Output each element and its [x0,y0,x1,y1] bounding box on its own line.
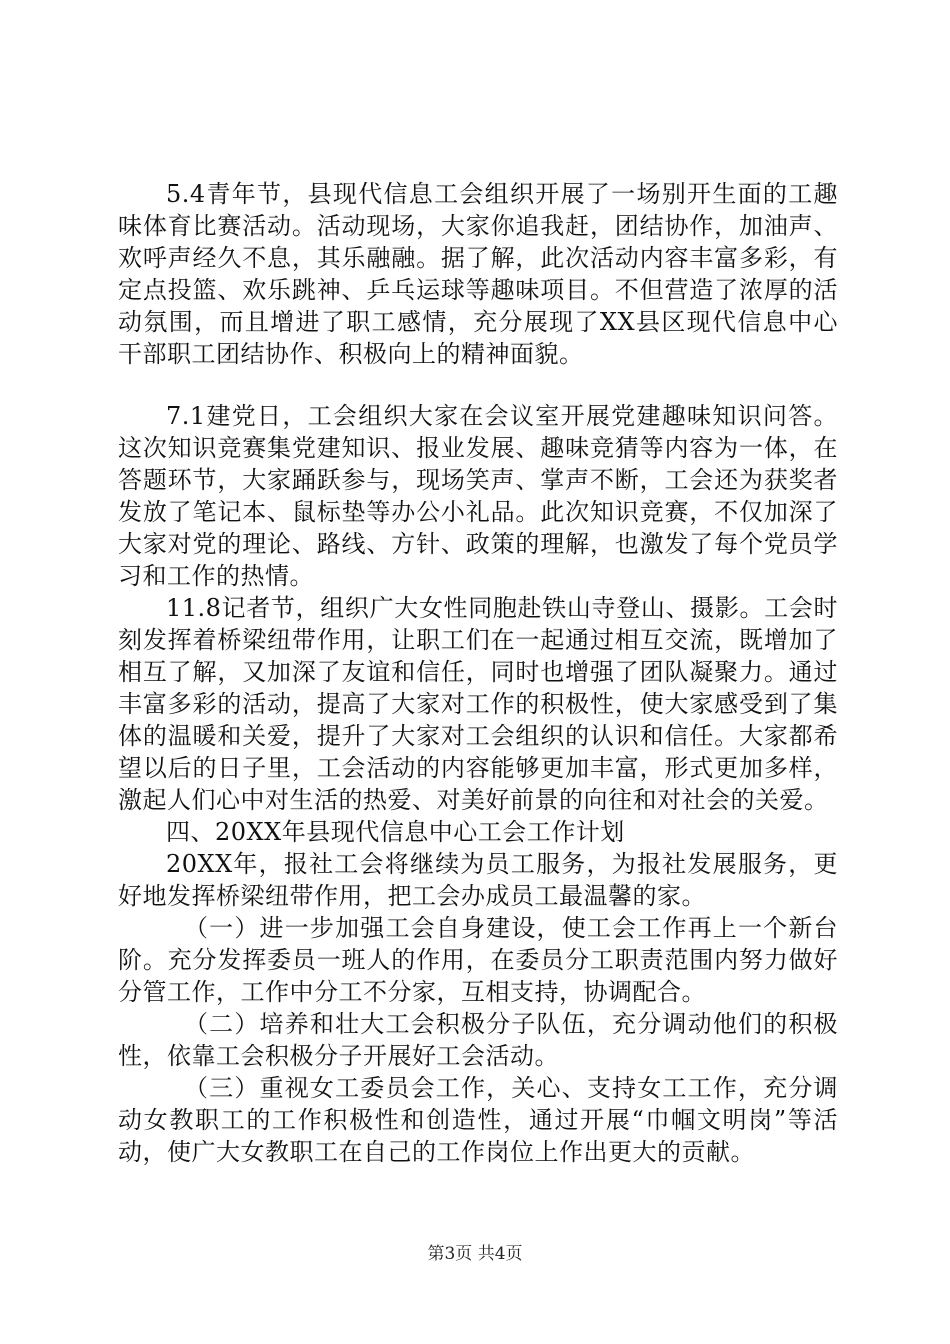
plan-item-3: （三）重视女工委员会工作，关心、支持女工工作，充分调动女教职工的工作积极性和创造性，通过开展“巾帼文明岗”等活动，使广大女教职工在自己的工作岗位上作出更大的贡献。 [118,1074,838,1166]
paragraph-journalist-day: 11.8记者节，组织广大女性同胞赴铁山寺登山、摄影。工会时刻发挥着桥梁纽带作用，让职工们在一起通过相互交流，既增加了相互了解，又加深了友谊和信任，同时也增强了团队凝聚力。通过丰富多彩的活动，提高了大家对工作的积极性，使大家感受到了集体的温暖和关爱，提升了大家对工会组织的认识和信任。大家都希望以后的日子里，工会活动的内容能够更加丰富，形式更加多样，激起人们心中对生活的热爱、对美好前景的向往和对社会的关爱。 [118,594,838,814]
document-body [118,178,838,1168]
plan-item-2: （二）培养和壮大工会积极分子队伍，充分调动他们的积极性，依靠工会积极分子开展好工会活动。 [118,1010,838,1070]
paragraph-plan-intro: 20XX年，报社工会将继续为员工服务，为报社发展服务，更好地发挥桥梁纽带作用，把工会办成员工最温馨的家。 [118,850,838,910]
page-footer: 第3页 共4页 [427,1244,523,1264]
section-heading-work-plan: 四、20XX年县现代信息中心工会工作计划 [166,818,625,846]
paragraph-spacer [118,370,838,400]
paragraph-youth-day: 5.4青年节，县现代信息工会组织开展了一场别开生面的工趣味体育比赛活动。活动现场，大家你追我赶，团结协作，加油声、欢呼声经久不息，其乐融融。据了解，此次活动内容丰富多彩，有定点投篮、欢乐跳神、乒乓运球等趣味项目。不但营造了浓厚的活动氛围，而且增进了职工感情，充分展现了XX县区现代信息中心干部职工团结协作、积极向上的精神面貌。 [118,180,838,368]
plan-item-1: （一）进一步加强工会自身建设，使工会工作再上一个新台阶。充分发挥委员一班人的作用，在委员分工职责范围内努力做好分管工作，工作中分工不分家，互相支持，协调配合。 [118,914,838,1006]
paragraph-party-day: 7.1建党日，工会组织大家在会议室开展党建趣味知识问答。这次知识竞赛集党建知识、报业发展、趣味竞猜等内容为一体，在答题环节，大家踊跃参与，现场笑声、掌声不断，工会还为获奖者发放了笔记本、鼠标垫等办公小礼品。此次知识竞赛，不仅加深了大家对党的理论、路线、方针、政策的理解，也激发了每个党员学习和工作的热情。 [118,402,838,590]
